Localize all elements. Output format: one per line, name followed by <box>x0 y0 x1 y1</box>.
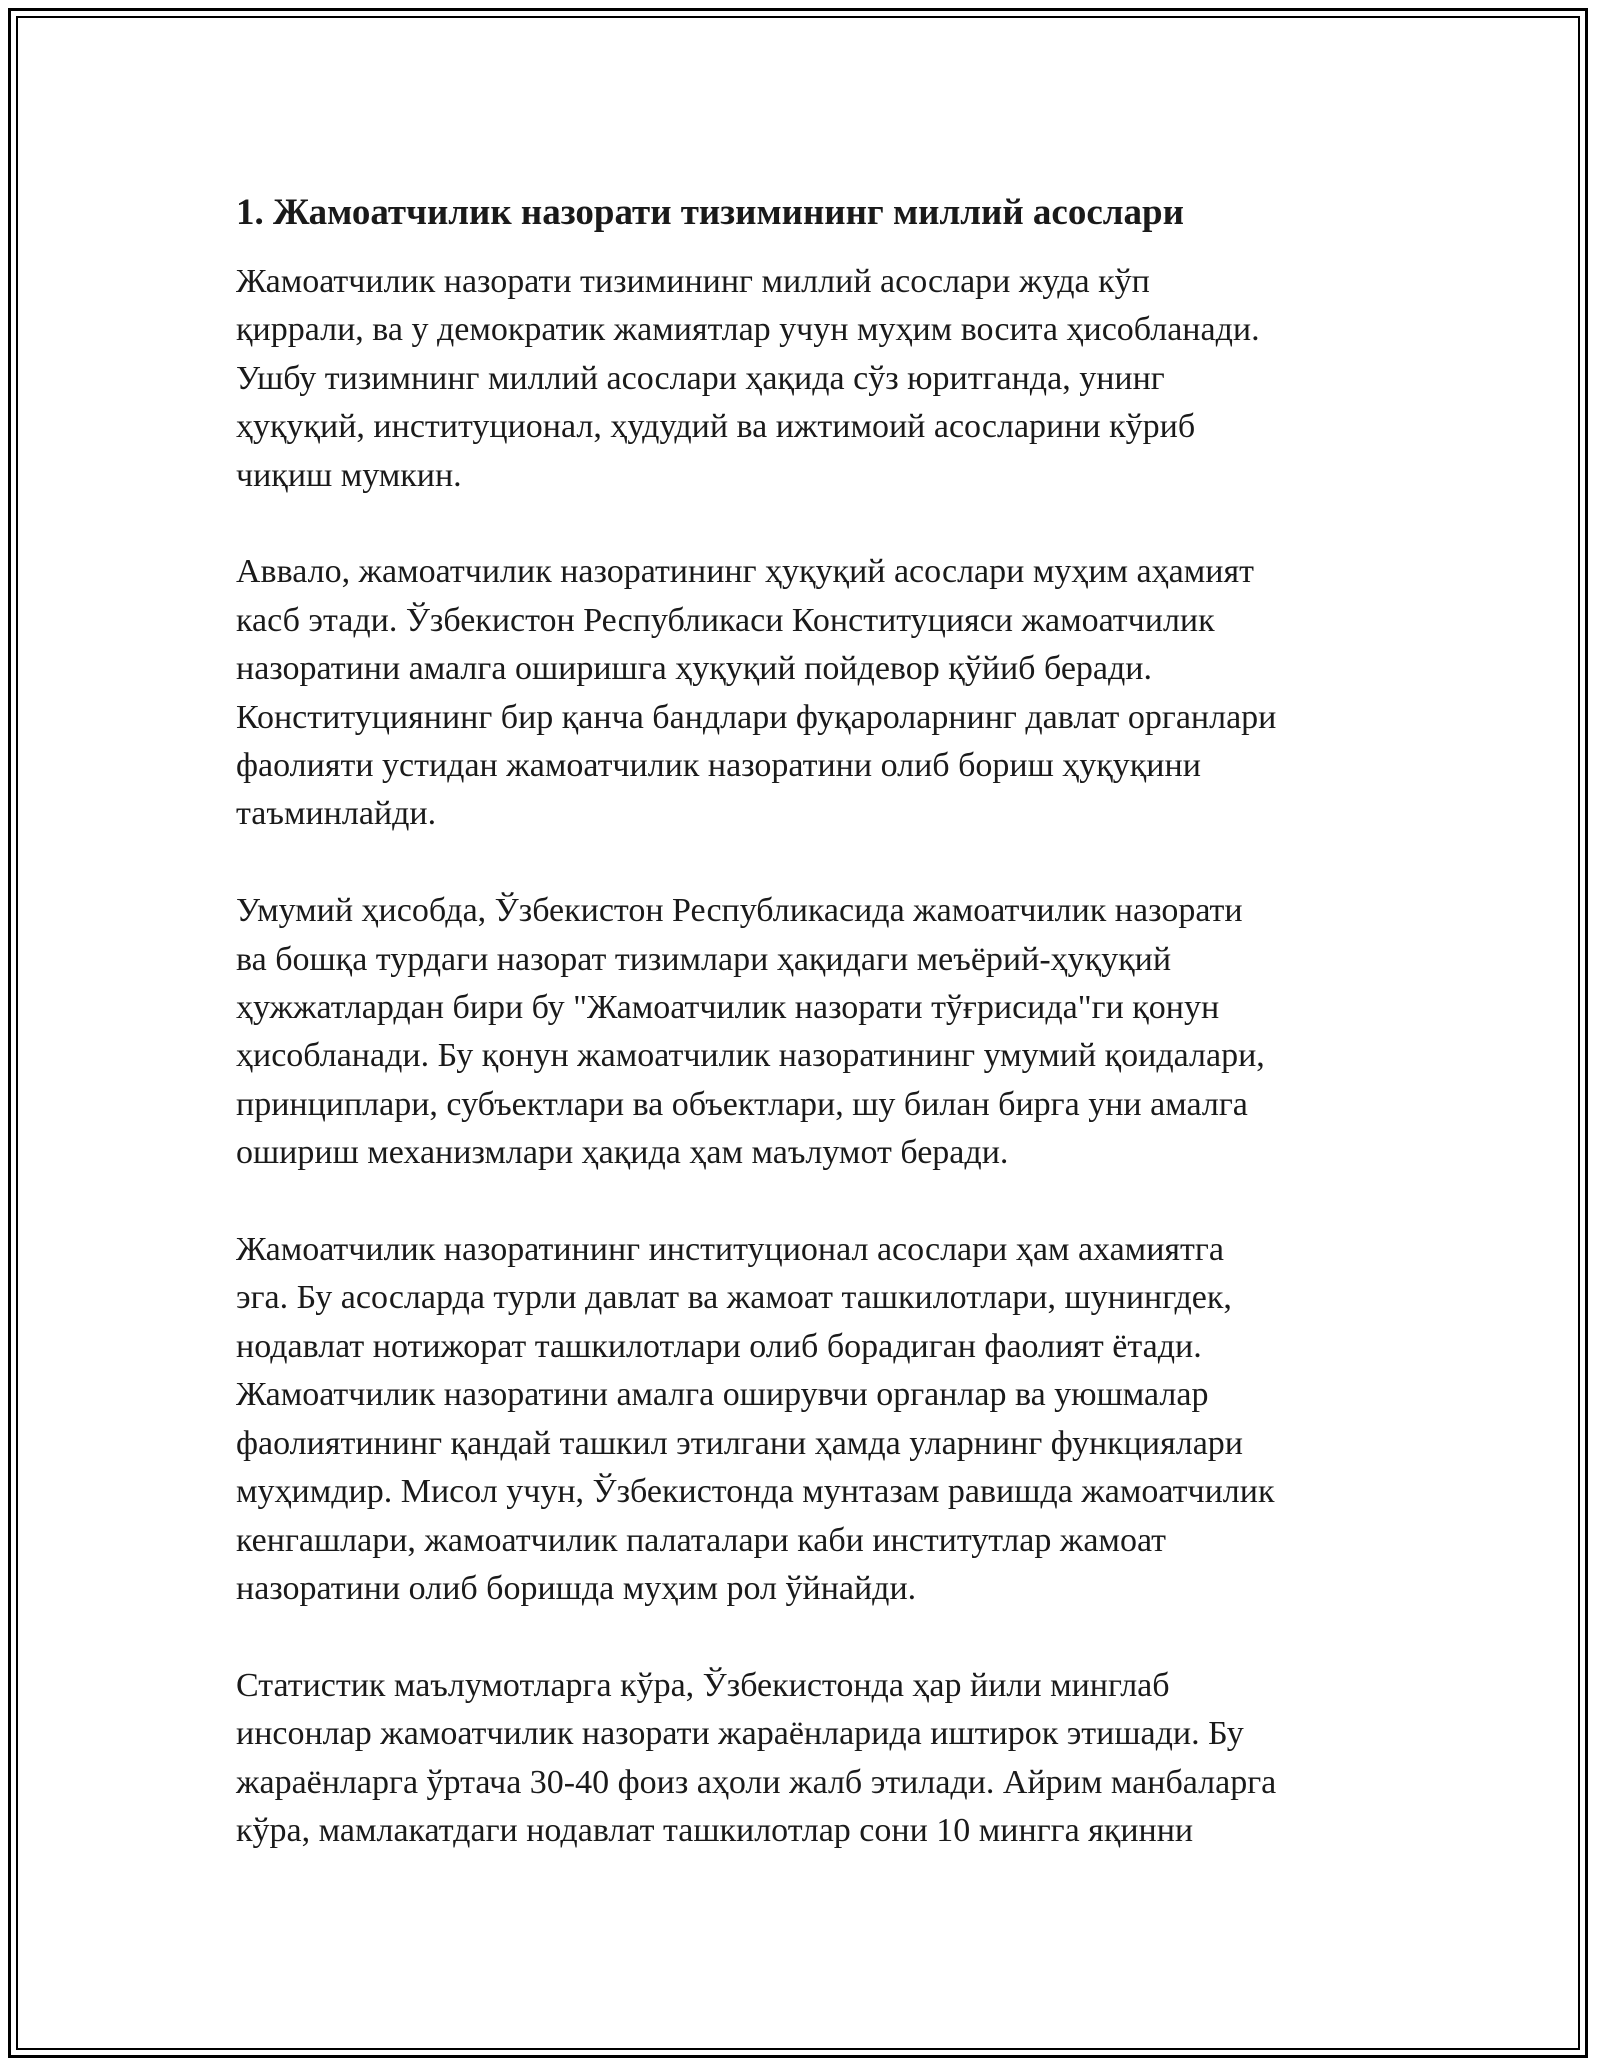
text-line: ошириш механизмлари ҳақида ҳам маълумот беради. <box>236 1134 1009 1172</box>
paragraph-5 <box>236 1662 1376 1856</box>
text-line: таъминлайди. <box>236 795 437 833</box>
text-line: Жамоатчилик назоратининг институционал асослари ҳам ахамиятга <box>236 1231 1224 1269</box>
text-line: ҳуқуқий, институционал, ҳудудий ва ижтимоий асосларини кўриб <box>236 408 1196 446</box>
text-line: муҳимдир. Мисол учун, Ўзбекистонда мунтазам равишда жамоатчилик <box>236 1473 1275 1511</box>
text-line: Статистик маълумотларга кўра, Ўзбекистонда ҳар йили минглаб <box>236 1666 1170 1704</box>
text-line: фаолияти устидан жамоатчилик назоратини олиб бориш ҳуқуқини <box>236 747 1201 785</box>
text-line: жараёнларга ўртача 30-40 фоиз аҳоли жалб этилади. Айрим манбаларга <box>236 1763 1277 1801</box>
text-line: кўра, мамлакатдаги нодавлат ташкилотлар сони 10 мингга яқинни <box>236 1811 1194 1849</box>
document-page <box>236 186 1376 1904</box>
text-line: назоратини олиб боришда муҳим рол ўйнайди. <box>236 1569 917 1607</box>
text-line: эга. Бу асосларда турли давлат ва жамоат ташкилотлари, шунингдек, <box>236 1279 1232 1317</box>
paragraph-1 <box>236 258 1376 500</box>
text-line: чиқиш мумкин. <box>236 456 462 494</box>
text-line: ҳужжатлардан бири бу "Жамоатчилик назорати тўғрисида"ги қонун <box>236 989 1220 1027</box>
text-line: Жамоатчилик назорати тизимининг миллий асослари жуда кўп <box>236 263 1150 300</box>
text-line: Умумий ҳисобда, Ўзбекистон Республикасида жамоатчилик назорати <box>236 892 1243 930</box>
paragraph-4 <box>236 1226 1376 1613</box>
text-line: нодавлат нотижорат ташкилотлари олиб борадиган фаолият ётади. <box>236 1327 1202 1365</box>
section-heading: 1. Жамоатчилик назорати тизимининг миллий асослари <box>236 192 1184 233</box>
text-line: назоратини амалга оширишга ҳуқуқий пойдевор қўйиб беради. <box>236 650 1152 688</box>
paragraph-3 <box>236 887 1376 1177</box>
text-line: инсонлар жамоатчилик назорати жараёнларида иштирок этишади. Бу <box>236 1715 1244 1753</box>
text-line: ҳисобланади. Бу қонун жамоатчилик назоратининг умумий қоидалари, <box>236 1037 1265 1075</box>
text-line: Конституциянинг бир қанча бандлари фуқароларнинг давлат органлари <box>236 698 1277 736</box>
text-line: принциплари, субъектлари ва объектлари, шу билан бирга уни амалга <box>236 1085 1248 1123</box>
text-line: ва бошқа турдаги назорат тизимлари ҳақидаги меъёрий-ҳуқуқий <box>236 940 1172 978</box>
text-line: Жамоатчилик назоратини амалга оширувчи органлар ва уюшмалар <box>236 1376 1209 1414</box>
text-line: кенгашлари, жамоатчилик палаталари каби институтлар жамоат <box>236 1521 1167 1559</box>
text-line: Ушбу тизимнинг миллий асослари ҳақида сўз юритганда, унинг <box>236 359 1165 397</box>
text-line: фаолиятининг қандай ташкил этилгани ҳамда уларнинг функциялари <box>236 1424 1243 1462</box>
text-line: қиррали, ва у демократик жамиятлар учун муҳим восита ҳисобланади. <box>236 311 1260 349</box>
text-line: касб этади. Ўзбекистон Республикаси Конституцияси жамоатчилик <box>236 601 1215 639</box>
paragraph-2 <box>236 548 1376 838</box>
text-line: Аввало, жамоатчилик назоратининг ҳуқуқий асослари муҳим аҳамият <box>236 553 1254 591</box>
